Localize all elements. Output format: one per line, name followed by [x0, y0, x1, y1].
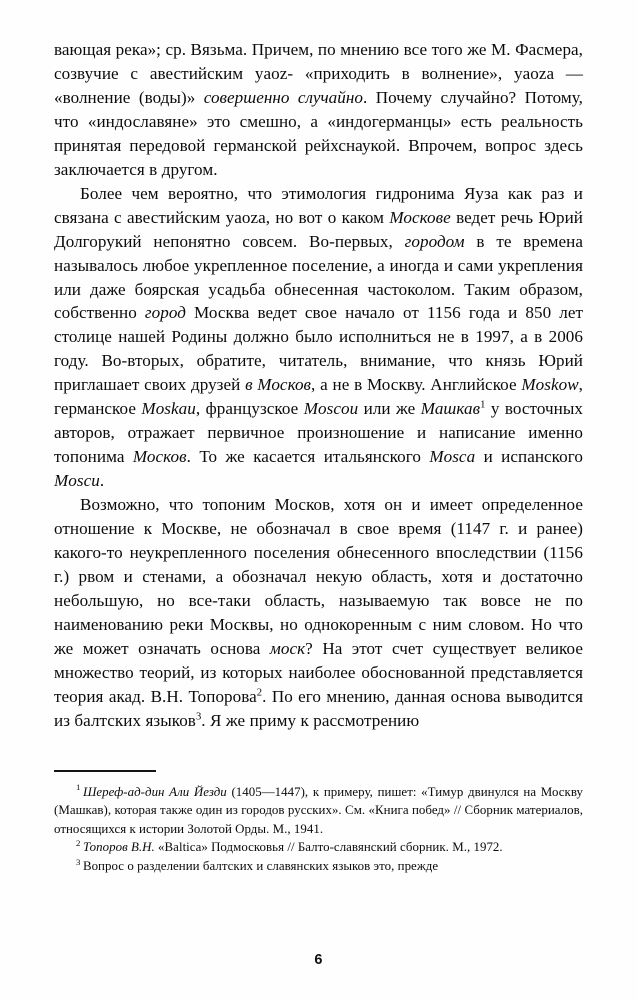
- footnote-marker: 2: [76, 838, 81, 849]
- body-paragraph: [54, 493, 583, 733]
- text-run: ведет речь Юрий Долгорукий непонятно совсем. Во-первых,: [54, 207, 583, 251]
- text-run: Москва ведет свое начало от 1156 года и 850 лет столице нашей Родины должно было исполниться не в 1997, а в 2006 году. Во-вторых, обратите, читатель, внимание, что князь Юрий приглашает своих друзей: [54, 303, 584, 395]
- body-paragraph: [54, 182, 583, 493]
- italic-run: Moskau: [141, 399, 196, 419]
- italic-run: Шереф-ад-дин Али Йезди: [82, 784, 227, 799]
- italic-run: Mosca: [429, 447, 476, 467]
- footnote-reference-marker[interactable]: 3: [195, 711, 202, 722]
- italic-run: Москов: [132, 447, 187, 467]
- footnote-reference-marker[interactable]: 1: [480, 399, 486, 411]
- italic-run: Топоров В.Н.: [82, 840, 155, 855]
- footnote-marker: 3: [76, 856, 81, 867]
- footnote-item: [54, 838, 583, 857]
- text-run: . Я же приму к рассмотрению: [201, 710, 420, 730]
- text-run: (1405—1447), к примеру, пишет: «Тимур двинулся на Москву (Машкав), которая также один из городов русских». См. «Книга побед» // Сборник материалов, относящихся к истории Золотой Орды. М., 1941.: [54, 784, 583, 836]
- footnote-marker: 1: [76, 782, 81, 793]
- italic-run: Moscu: [54, 471, 100, 491]
- text-run: . Почему случайно? Потому, что «индославяне» это смешно, а «индогерманцы» есть реальность принятая передовой германской рейхснаукой. Впрочем, вопрос здесь заключается в другом.: [54, 87, 584, 179]
- page-number: 6: [314, 952, 323, 968]
- text-run: , германское: [54, 375, 583, 419]
- italic-run: городом: [404, 231, 465, 251]
- text-run: ? На этот счет существует великое множество теорий, из которых наиболее обоснованной представляется теория акад. В.Н. Топорова: [54, 638, 583, 706]
- text-run: «Baltica» Подмосковья // Балто-славянский сборник. М., 1972.: [154, 840, 503, 855]
- text-run: у восточных авторов, отражает первичное произношение и написание именно топонима: [54, 399, 583, 467]
- text-run: вающая река»; ср. Вязьма. Причем, по мнению все того же М. Фасмера, созвучие с авестийским yaoz- «приходить в волнение», yaoza — «волнение (воды)»: [54, 40, 583, 107]
- italic-run: совершенно случайно: [203, 87, 363, 107]
- text-run: .: [99, 471, 105, 491]
- italic-run: Moscou: [303, 399, 359, 419]
- italic-run: в Москов: [245, 375, 312, 395]
- text-run: в те времена называлось любое укрепленное поселение, а иногда и сами укрепления или даже боярская усадьба обнесенная частоколом. Таким образом, собственно: [54, 231, 583, 323]
- main-text-column: [54, 38, 583, 733]
- italic-run: Машкав: [420, 399, 481, 419]
- body-paragraph: [54, 38, 583, 182]
- text-run: Вопрос о разделении балтских и славянских языков это, прежде: [82, 858, 439, 873]
- footnote-separator-rule: [54, 770, 156, 772]
- text-run: , французское: [195, 399, 304, 419]
- footnote-reference-marker[interactable]: 2: [256, 687, 263, 699]
- text-run: . По его мнению, данная основа выводится из балтских языков: [54, 686, 583, 730]
- italic-run: Moskow: [521, 375, 579, 395]
- text-run: Возможно, что топоним Москов, хотя он и имеет определенное отношение к Москве, не обозначал в свое время (1147 г. и ранее) какого-то неукрепленного поселения обнесенного впоследствии (1156 г.) рвом и стенами, а обозначал некую область, хотя и достаточно небольшую, но все-таки область, называемую так вовсе не по наименованию реки Москвы, но однокоренным с ним словом. Но что же может означать основа: [54, 495, 583, 658]
- text-run: или же: [358, 399, 421, 419]
- text-run: и испанского: [475, 447, 583, 467]
- italic-run: моск: [269, 638, 306, 658]
- footnote-block: [54, 770, 583, 876]
- text-run: , а не в Москву. Английское: [311, 375, 522, 395]
- footnote-item: [54, 857, 583, 876]
- italic-run: город: [144, 303, 186, 323]
- text-run: . То же касается итальянского: [186, 447, 430, 467]
- footnote-item: [54, 783, 583, 839]
- italic-run: Москове: [389, 207, 451, 227]
- text-run: Более чем вероятно, что этимология гидронима Яуза как раз и связана с авестийским yaoza, но вот о каком: [54, 183, 583, 227]
